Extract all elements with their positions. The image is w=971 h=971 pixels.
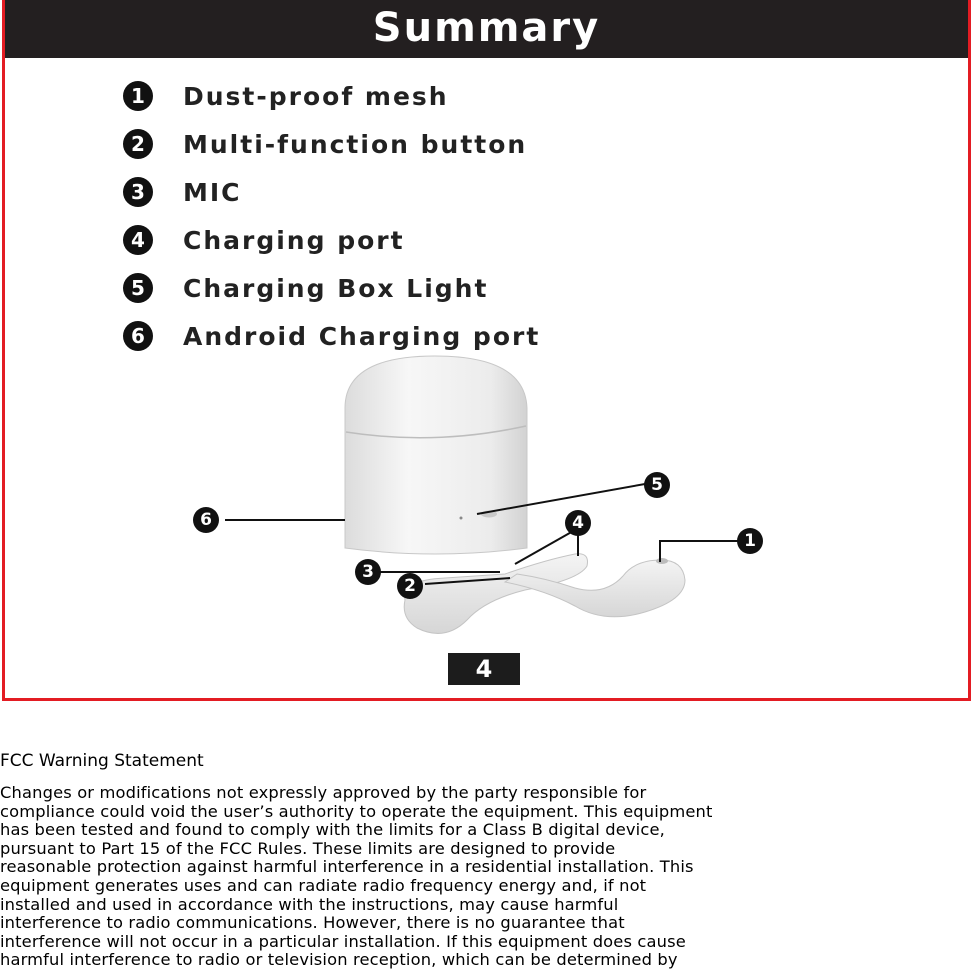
fcc-line: reasonable protection against harmful interference in a residential installation. This — [0, 857, 694, 877]
fcc-line: interference will not occur in a particular installation. If this equipment does cause — [0, 931, 686, 951]
item-number: 4 — [123, 225, 153, 255]
item-number: 6 — [123, 321, 153, 351]
page-number: 4 — [448, 653, 520, 685]
callout-3: 3 — [355, 559, 381, 585]
charging-case — [345, 356, 527, 554]
summary-title: Summary — [5, 0, 968, 58]
fcc-line: has been tested and found to comply with the limits for a Class B digital device, — [0, 820, 665, 840]
callout-4: 4 — [565, 510, 591, 536]
fcc-line: harmful interference to radio or television reception, which can be determined by — [0, 950, 678, 970]
item-number: 3 — [123, 177, 153, 207]
item-label: Charging Box Light — [183, 273, 489, 303]
item-number: 5 — [123, 273, 153, 303]
item-label: Multi-function button — [183, 129, 528, 159]
callout-5: 5 — [644, 472, 670, 498]
fcc-line: equipment generates uses and can radiate radio frequency energy and, if not — [0, 875, 647, 895]
item-label: Dust-proof mesh — [183, 81, 449, 111]
fcc-line: installed and used in accordance with the instructions, may cause harmful — [0, 894, 619, 914]
summary-panel — [2, 0, 971, 701]
item-label: Android Charging port — [183, 321, 541, 351]
item-number: 1 — [123, 81, 153, 111]
fcc-line: pursuant to Part 15 of the FCC Rules. These limits are designed to provide — [0, 838, 616, 858]
item-label: Charging port — [183, 225, 405, 255]
callout-1: 1 — [737, 528, 763, 554]
fcc-line: compliance could void the user’s authority to operate the equipment. This equipment — [0, 801, 713, 821]
item-number: 2 — [123, 129, 153, 159]
fcc-title: FCC Warning Statement — [0, 751, 204, 771]
item-label: MIC — [183, 177, 242, 207]
fcc-line: interference to radio communications. However, there is no guarantee that — [0, 913, 625, 933]
earbuds-illustration — [5, 0, 968, 698]
callout-6: 6 — [193, 507, 219, 533]
fcc-line: Changes or modifications not expressly approved by the party responsible for — [0, 783, 647, 802]
fcc-body — [0, 784, 971, 970]
callout-2: 2 — [397, 573, 423, 599]
